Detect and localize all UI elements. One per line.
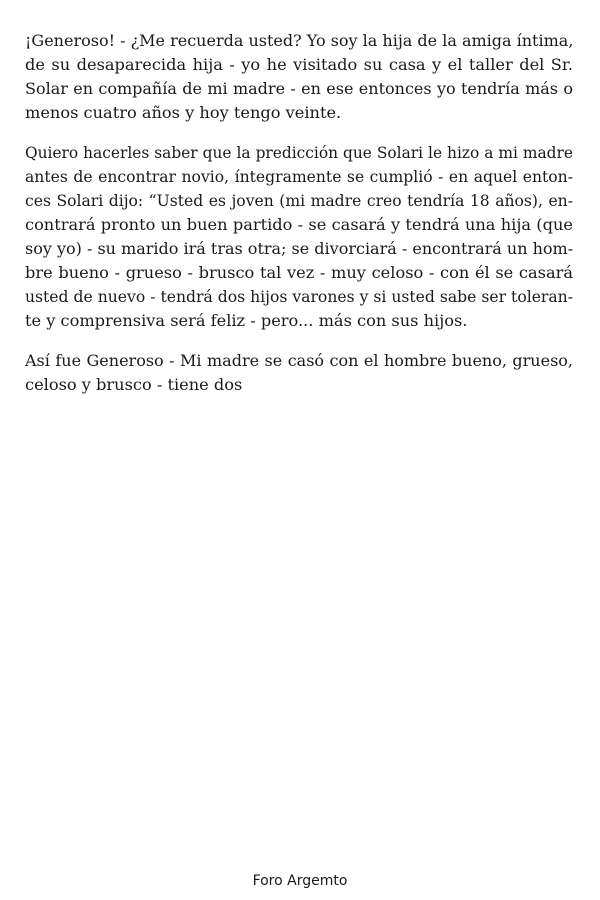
paragraph-line: te y comprensiva será feliz - pero... más con sus hijos. <box>25 311 468 330</box>
paragraph-line: ¡Generoso! - ¿Me recuerda usted? Yo soy la hija de la amiga íntima, <box>25 31 574 50</box>
paragraph-line: ces Solari dijo: “Usted es joven (mi madre creo tendría 18 años), en- <box>25 192 573 210</box>
paragraph-3 <box>25 349 573 397</box>
paragraph-line: usted de nuevo - tendrá dos hijos varones y si usted sabe ser toleran- <box>25 288 573 306</box>
paragraph-1 <box>25 29 573 125</box>
paragraph-line: antes de encontrar novio, íntegramente se cumplió - en aquel enton- <box>25 168 573 186</box>
page-footer: Foro Argemto <box>252 873 348 889</box>
paragraph-line: menos cuatro años y hoy tengo veinte. <box>25 103 342 122</box>
paragraph-line: de su desaparecida hija - yo he visitado su casa y el taller del Sr. <box>25 55 573 74</box>
paragraph-line: celoso y brusco - tiene dos <box>25 375 243 394</box>
paragraph-line: Quiero hacerles saber que la predicción que Solari le hizo a mi madre <box>25 144 573 162</box>
paragraph-line: soy yo) - su marido irá tras otra; se divorciará - encontrará un hom- <box>25 239 574 258</box>
paragraph-line: Solar en compañía de mi madre - en ese entonces yo tendría más o <box>25 79 573 98</box>
paragraph-2 <box>25 141 573 333</box>
paragraph-line: bre bueno - grueso - brusco tal vez - muy celoso - con él se casará <box>25 263 573 282</box>
paragraph-line: Así fue Generoso - Mi madre se casó con el hombre bueno, grueso, <box>25 351 573 370</box>
paragraph-line: contrará pronto un buen partido - se casará y tendrá una hija (que <box>25 215 573 234</box>
